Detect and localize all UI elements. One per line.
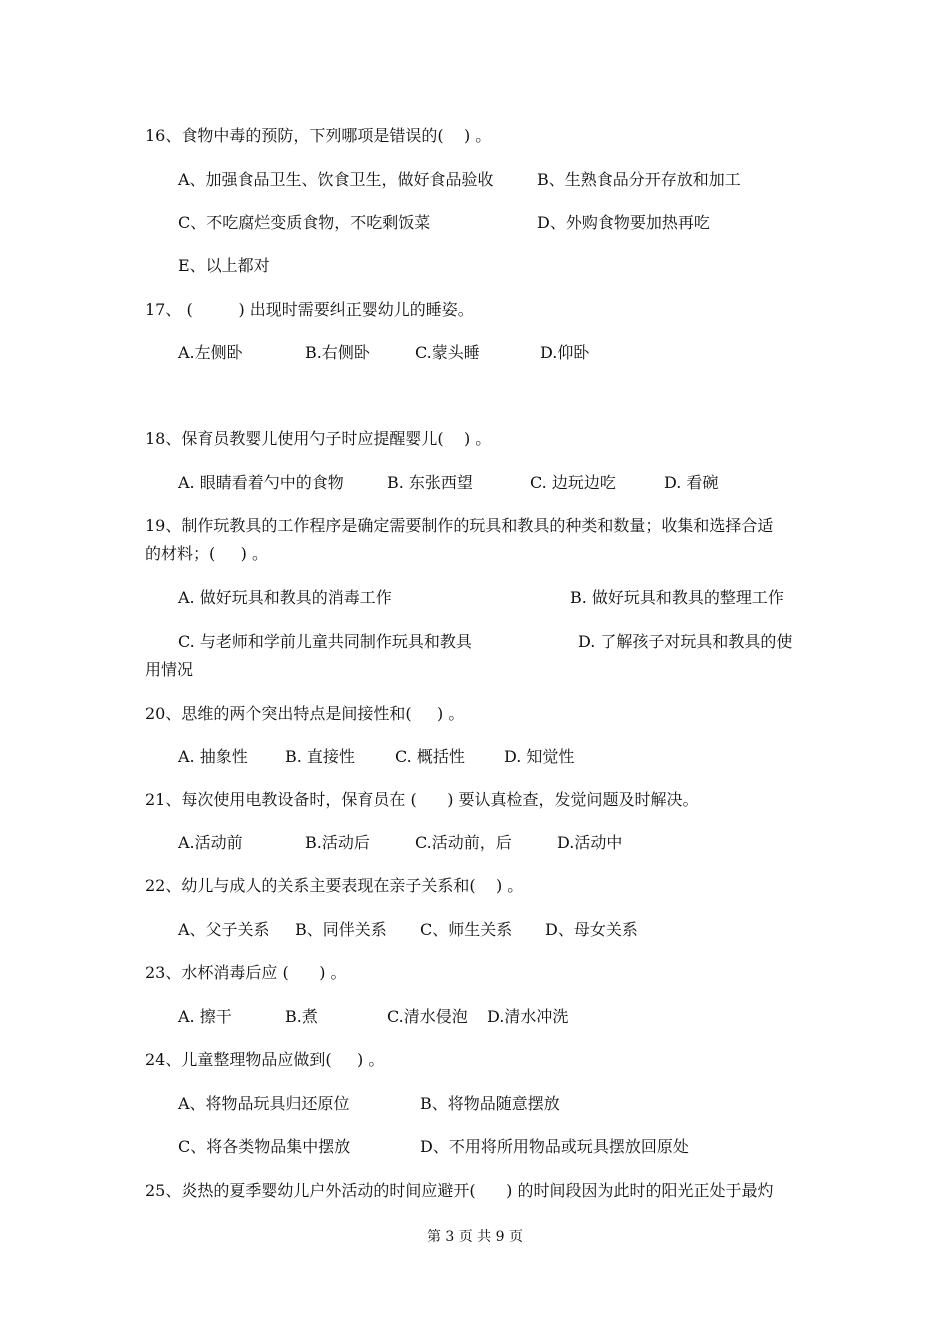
question-21-option-c: C.活动前，后	[415, 833, 512, 852]
question-23-option-b: B.煮	[285, 1007, 318, 1026]
question-20-option-c: C. 概括性	[395, 747, 465, 766]
question-21-option-d: D.活动中	[557, 833, 623, 852]
question-19-stem-line-2: 的材料；( ) 。	[145, 544, 269, 563]
question-18-option-b: B. 东张西望	[387, 473, 473, 492]
question-24-option-a: A、将物品玩具归还原位	[178, 1094, 350, 1113]
question-16-option-a: A、加强食品卫生、饮食卫生，做好食品验收	[178, 170, 494, 189]
question-23-option-d: D.清水冲洗	[487, 1007, 569, 1026]
question-22-option-a: A、父子关系	[178, 920, 270, 939]
question-19-option-a: A. 做好玩具和教具的消毒工作	[178, 588, 392, 607]
question-20-option-b: B. 直接性	[285, 747, 355, 766]
question-23-stem: 23、水杯消毒后应 ( ) 。	[145, 963, 347, 982]
question-16-stem: 16、食物中毒的预防，下列哪项是错误的( ) 。	[145, 126, 492, 145]
question-16-option-d: D、外购食物要加热再吃	[537, 213, 710, 232]
question-18-option-d: D. 看碗	[664, 473, 719, 492]
question-19-option-b: B. 做好玩具和教具的整理工作	[570, 588, 784, 607]
question-20-option-d: D. 知觉性	[504, 747, 575, 766]
question-20-stem: 20、思维的两个突出特点是间接性和( ) 。	[145, 704, 465, 723]
question-21-option-a: A.活动前	[178, 833, 243, 852]
question-24-stem: 24、儿童整理物品应做到( ) 。	[145, 1050, 385, 1069]
question-19-option-d-continued: 用情况	[145, 660, 194, 679]
question-16-option-e: E、以上都对	[178, 256, 270, 275]
question-16-option-b: B、生熟食品分开存放和加工	[537, 170, 741, 189]
question-21-option-b: B.活动后	[305, 833, 370, 852]
question-24-option-c: C、将各类物品集中摆放	[178, 1137, 351, 1156]
question-25-stem: 25、炎热的夏季婴幼儿户外活动的时间应避开( ) 的时间段因为此时的阳光正处于最灼	[145, 1181, 774, 1200]
question-21-stem: 21、每次使用电教设备时，保育员在 ( ) 要认真检查，发觉问题及时解决。	[145, 790, 699, 809]
question-17-option-b: B.右侧卧	[305, 343, 370, 362]
question-20-option-a: A. 抽象性	[178, 747, 248, 766]
question-19-option-d: D. 了解孩子对玩具和教具的使	[578, 632, 793, 651]
question-17-option-a: A.左侧卧	[178, 343, 243, 362]
question-22-option-d: D、母女关系	[545, 920, 638, 939]
question-18-option-c: C. 边玩边吃	[530, 473, 616, 492]
question-17-stem: 17、 ( ) 出现时需要纠正婴幼儿的睡姿。	[145, 300, 474, 319]
question-19-stem-line-1: 19、制作玩教具的工作程序是确定需要制作的玩具和教具的种类和数量；收集和选择合适	[145, 516, 774, 535]
question-18-stem: 18、保育员教婴儿使用勺子时应提醒婴儿( ) 。	[145, 429, 492, 448]
question-16-option-c: C、不吃腐烂变质食物，不吃剩饭菜	[178, 213, 431, 232]
question-22-option-b: B、同伴关系	[295, 920, 387, 939]
question-24-option-b: B、将物品随意摆放	[420, 1094, 560, 1113]
question-18-option-a: A. 眼睛看着勺中的食物	[178, 473, 344, 492]
page-footer: 第 3 页 共 9 页	[426, 1229, 524, 1245]
question-17-option-c: C.蒙头睡	[415, 343, 480, 362]
question-23-option-c: C.清水侵泡	[387, 1007, 468, 1026]
question-19-option-c: C. 与老师和学前儿童共同制作玩具和教具	[178, 632, 472, 651]
question-24-option-d: D、不用将所用物品或玩具摆放回原处	[420, 1137, 689, 1156]
question-17-option-d: D.仰卧	[540, 343, 590, 362]
question-22-stem: 22、幼儿与成人的关系主要表现在亲子关系和( ) 。	[145, 876, 524, 895]
question-23-option-a: A. 擦干	[178, 1007, 232, 1026]
question-22-option-c: C、师生关系	[420, 920, 513, 939]
